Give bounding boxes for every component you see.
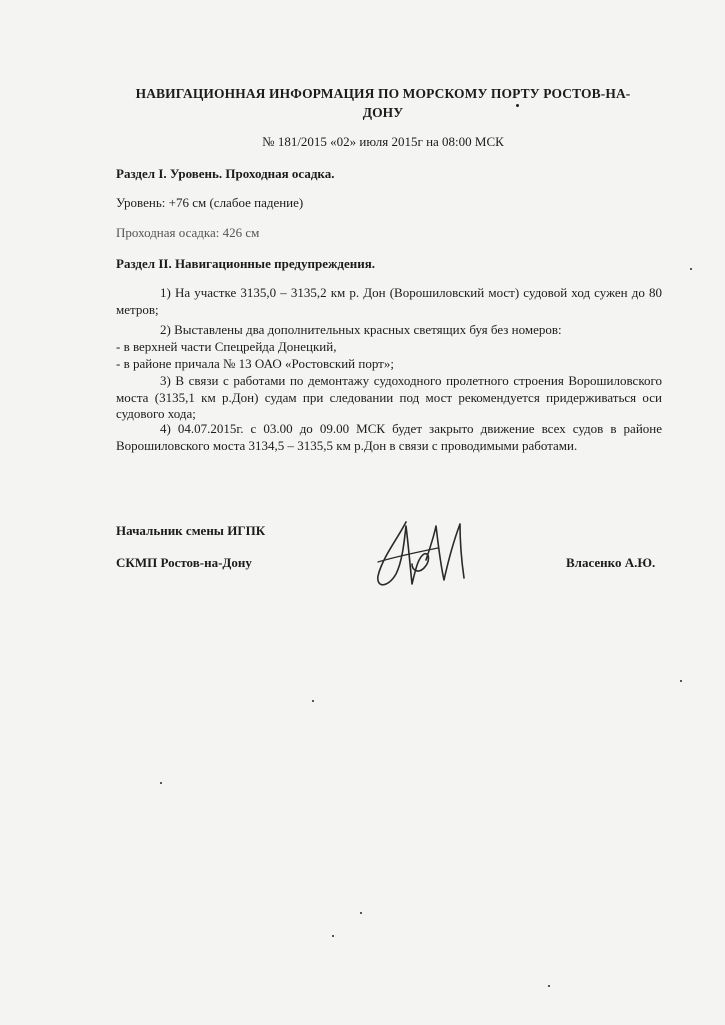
scan-speck	[680, 680, 682, 682]
warning-item-2-text: 2) Выставлены два дополнительных красных светящих буя без номеров:	[160, 322, 562, 337]
section-2-title: Раздел II. Навигационные предупреждения.	[116, 256, 376, 271]
warning-item-2	[116, 322, 662, 339]
handwritten-signature	[368, 518, 468, 592]
warning-item-4-text: 4) 04.07.2015г. с 03.00 до 09.00 МСК будет закрыто движение всех судов в районе Ворошиловского моста 3134,5 – 3135,5 км р.Дон в связи с проводимыми работами.	[116, 421, 662, 453]
signer-position-line-1: Начальник смены ИГПК	[116, 523, 266, 538]
scan-speck	[312, 700, 314, 702]
buoy-location-1: - в верхней части Спецрейда Донецкий,	[116, 339, 337, 354]
warning-item-1	[116, 285, 662, 318]
scan-speck	[516, 104, 519, 107]
water-level: Уровень: +76 см (слабое падение)	[116, 195, 304, 210]
warning-item-1-text: 1) На участке 3135,0 – 3135,2 км р. Дон (Ворошиловский мост) судовой ход сужен до 80 метров;	[116, 285, 662, 317]
scan-speck	[360, 912, 362, 914]
section-1-title: Раздел I. Уровень. Проходная осадка.	[116, 166, 335, 181]
warning-item-4	[116, 421, 662, 454]
scan-speck	[332, 935, 334, 937]
warning-item-3-text: 3) В связи с работами по демонтажу судоходного пролетного строения Ворошиловского моста (3135,1 км р.Дон) судам при следовании под мост рекомендуется придерживаться оси судового хода;	[116, 373, 662, 421]
signer-position-line-2: СКМП Ростов-на-Дону	[116, 555, 252, 570]
document-number-date: № 181/2015 «02» июля 2015г на 08:00 МСК	[262, 134, 504, 149]
signer-name: Власенко А.Ю.	[566, 555, 656, 570]
scan-speck	[690, 268, 692, 270]
scan-speck	[548, 985, 550, 987]
scan-speck	[160, 782, 162, 784]
buoy-location-2: - в районе причала № 13 ОАО «Ростовский порт»;	[116, 356, 394, 371]
passage-draft: Проходная осадка: 426 см	[116, 225, 260, 240]
document-title: НАВИГАЦИОННАЯ ИНФОРМАЦИЯ ПО МОРСКОМУ ПОРТУ РОСТОВ-НА-ДОНУ	[135, 86, 631, 120]
warning-item-3	[116, 373, 662, 423]
